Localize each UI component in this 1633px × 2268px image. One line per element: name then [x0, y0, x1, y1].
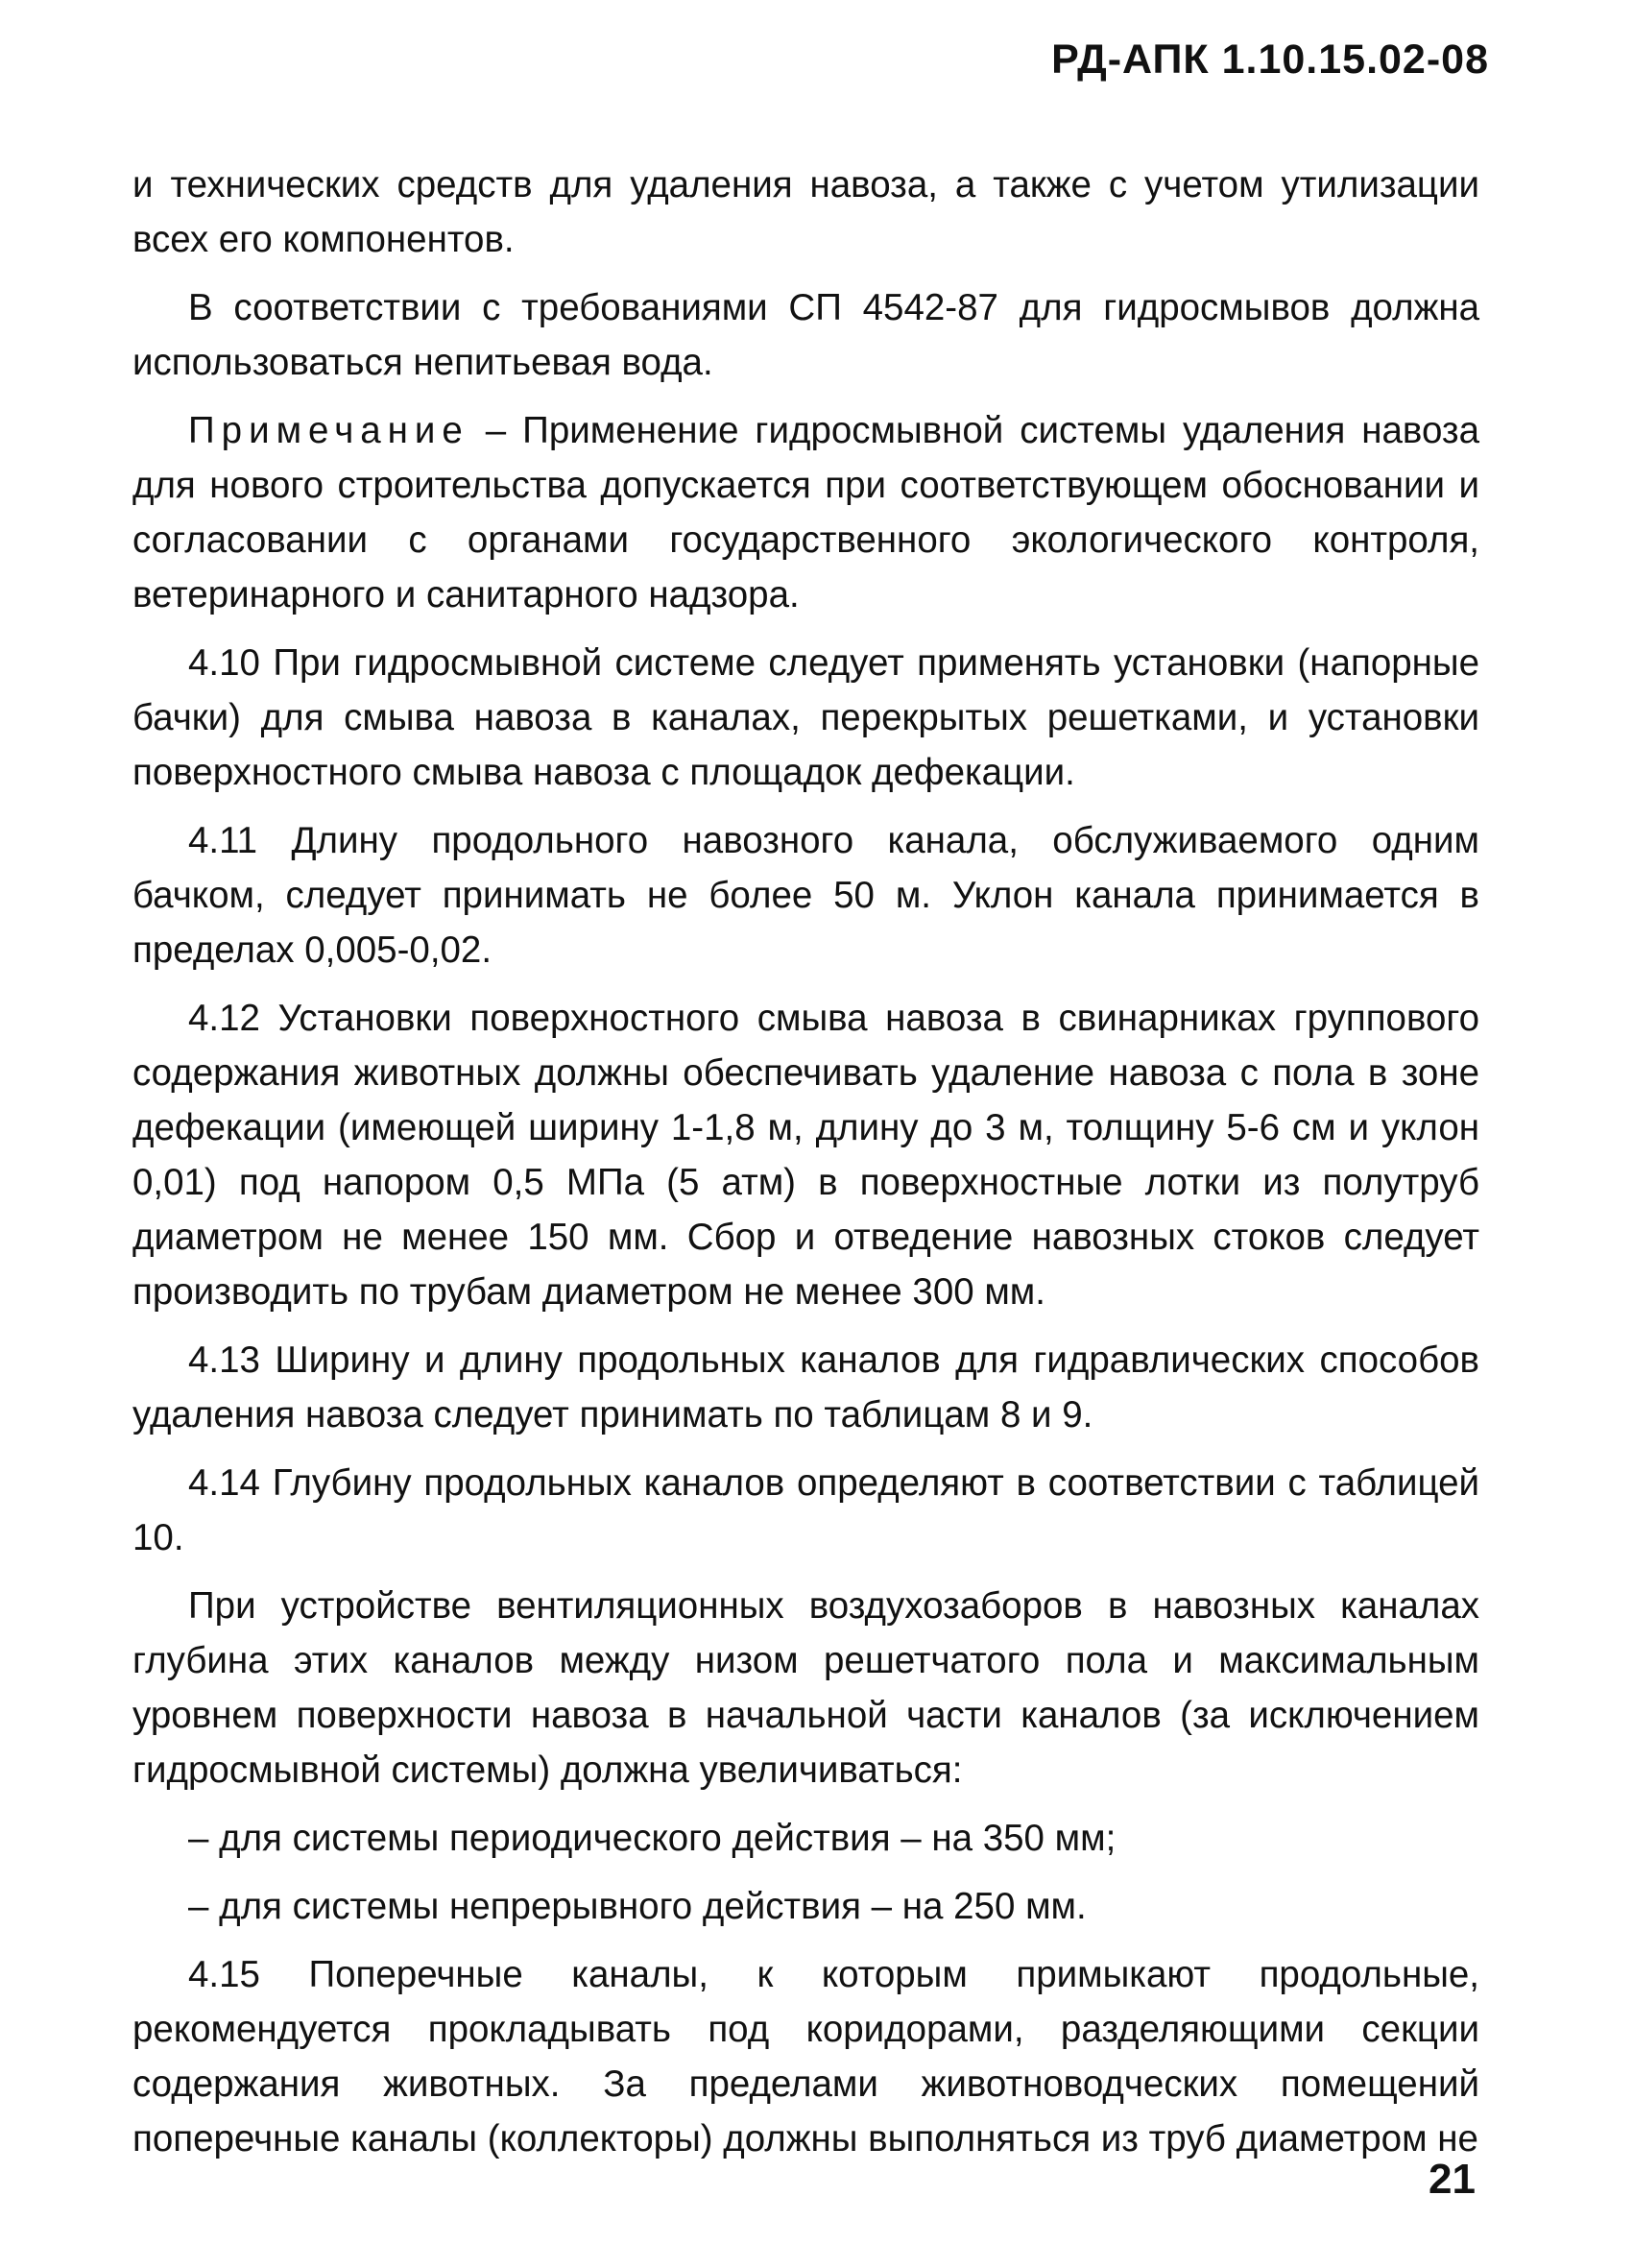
document-code: РД-АПК 1.10.15.02-08 [1051, 36, 1489, 83]
page-number: 21 [1429, 2156, 1476, 2203]
paragraph-ventilation: При устройстве вентиляционных воздухозаборов в навозных каналах глубина этих каналов между низом решетчатого пола и максимальным уровнем поверхности навоза в начальной части каналов (за исключением гидросмывной системы) должна увеличиваться: [132, 1585, 1479, 1791]
paragraph-continuation: и технических средств для удаления навоза, а также с учетом утилизации всех его компонентов. [132, 164, 1479, 260]
paragraph-4-11: 4.11 Длину продольного навозного канала, обслуживаемого одним бачком, следует принимать не более 50 м. Уклон канала принимается в пределах 0,005-0,02. [132, 820, 1479, 971]
list-item-continuous: – для системы непрерывного действия – на 250 мм. [188, 1886, 1087, 1927]
page-body [132, 157, 1479, 2180]
note-text: – Применение гидросмывной системы удаления навоза для нового строительства допускается при соответствующем обосновании и согласовании с органами государственного экологического контроля, ветеринарного и санитарного надзора. [132, 410, 1479, 615]
list-item-periodic: – для системы периодического действия – на 350 мм; [188, 1818, 1117, 1859]
paragraph-note [132, 403, 1479, 622]
paragraph-4-12: 4.12 Установки поверхностного смыва навоза в свинарниках группового содержания животных должны обеспечивать удаление навоза с пола в зоне дефекации (имеющей ширину 1-1,8 м, длину до 3 м, толщину 5-6 см и уклон 0,01) под напором 0,5 МПа (5 атм) в поверхностные лотки из полутруб диаметром не менее 150 мм. Сбор и отведение навозных стоков следует производить по трубам диаметром не менее 300 мм. [132, 998, 1479, 1313]
paragraph-4-13: 4.13 Ширину и длину продольных каналов для гидравлических способов удаления навоза следует принимать по таблицам 8 и 9. [132, 1339, 1479, 1436]
paragraph-4-10: 4.10 При гидросмывной системе следует применять установки (напорные бачки) для смыва навоза в каналах, перекрытых решетками, и установки поверхностного смыва навоза с площадок дефекации. [132, 642, 1479, 793]
paragraph-4-14: 4.14 Глубину продольных каналов определяют в соответствии с таблицей 10. [132, 1462, 1479, 1558]
note-label: Примечание [188, 410, 469, 451]
paragraph-4-15: 4.15 Поперечные каналы, к которым примыкают продольные, рекомендуется прокладывать под коридорами, разделяющими секции содержания животных. За пределами животноводческих помещений поперечные каналы (коллекторы) должны выполняться из труб диаметром не [132, 1954, 1479, 2159]
paragraph-requirements: В соответствии с требованиями СП 4542-87 для гидросмывов должна использоваться непитьевая вода. [132, 287, 1479, 383]
